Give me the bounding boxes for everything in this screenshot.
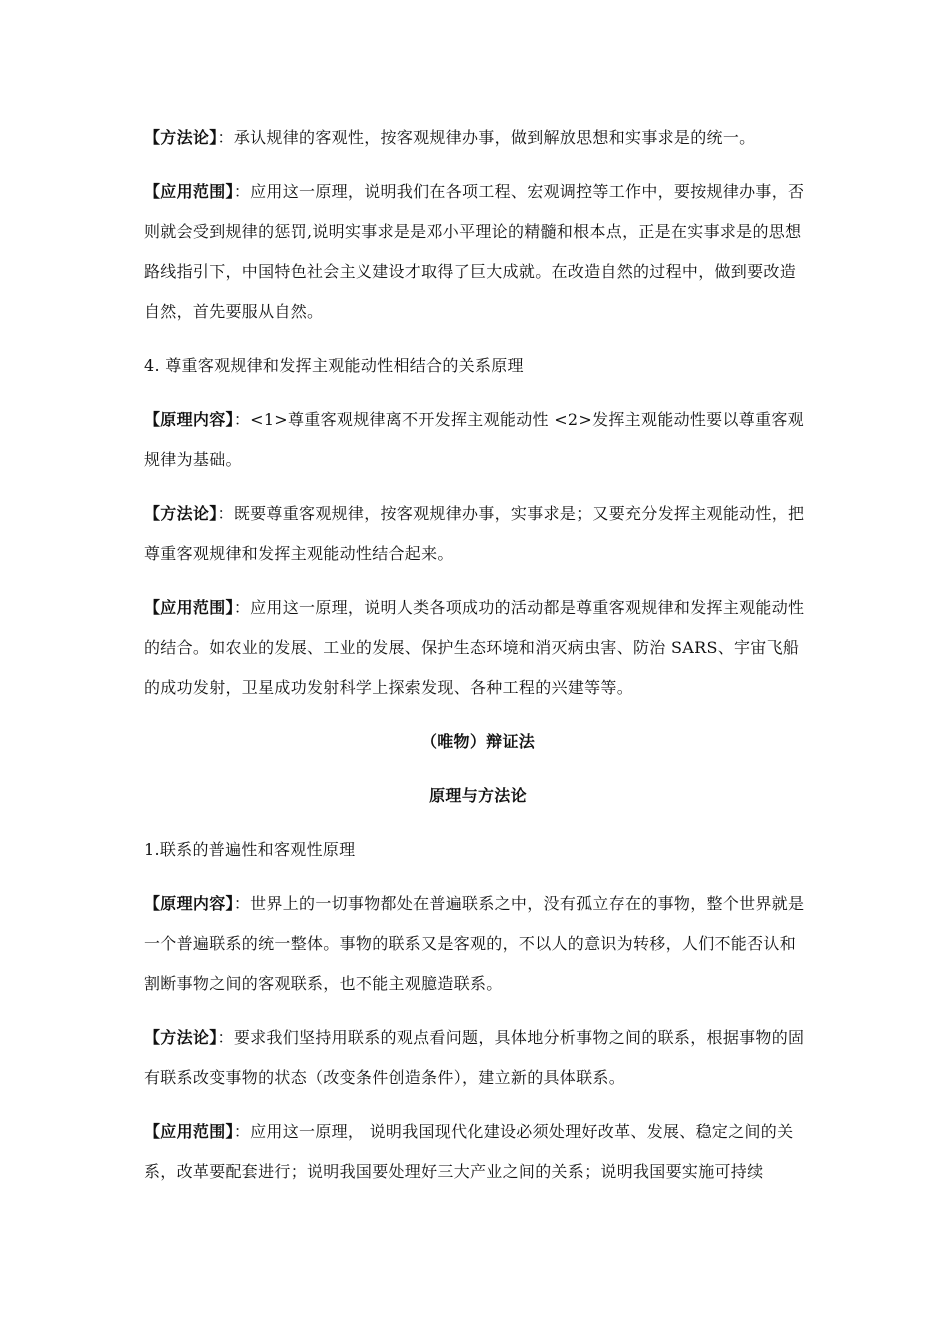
methodology-paragraph [144,1018,812,1098]
numbered-item-1: 1.联系的普遍性和客观性原理 [144,840,356,859]
paragraph-text: ：<1>尊重客观规律离不开发挥主观能动性 <2>发挥主观能动性要以尊重客观规律为基础。 [144,410,804,469]
paragraph-text: ：应用这一原理， 说明我国现代化建设必须处理好改革、发展、稳定之间的关系，改革要配套进行；说明我国要处理好三大产业之间的关系；说明我国要实施可持续 [144,1122,794,1181]
paragraph-text: ：应用这一原理，说明我们在各项工程、宏观调控等工作中，要按规律办事，否则就会受到规律的惩罚,说明实事求是是邓小平理论的精髓和根本点，正是在实事求是的思想路线指引下，中国特色社会主义建设才取得了巨大成就。在改造自然的过程中，做到要改造自然，首先要服从自然。 [144,182,805,321]
section-label: 【原理内容】 [144,894,234,913]
section-label: 【方法论】 [144,1028,218,1047]
section-label: 【应用范围】 [144,1122,234,1141]
methodology-paragraph [144,118,812,158]
paragraph-text: ：世界上的一切事物都处在普遍联系之中，没有孤立存在的事物，整个世界就是一个普遍联系的统一整体。事物的联系又是客观的，不以人的意识为转移，人们不能否认和割断事物之间的客观联系，也不能主观臆造联系。 [144,894,805,993]
document-body [144,118,812,1206]
principle-paragraph [144,884,812,1004]
paragraph-text: ：既要尊重客观规律，按客观规律办事，实事求是；又要充分发挥主观能动性，把尊重客观规律和发挥主观能动性结合起来。 [144,504,805,563]
application-paragraph [144,172,812,332]
section-heading-principles: 原理与方法论 [429,786,527,805]
application-paragraph [144,1112,812,1192]
section-label: 【方法论】 [144,128,218,147]
section-label: 【原理内容】 [144,410,234,429]
numbered-item-4: 4. 尊重客观规律和发挥主观能动性相结合的关系原理 [144,356,524,375]
section-label: 【方法论】 [144,504,218,523]
methodology-paragraph [144,494,812,574]
principle-paragraph [144,400,812,480]
paragraph-text: ：承认规律的客观性，按客观规律办事，做到解放思想和实事求是的统一。 [217,128,756,147]
application-paragraph [144,588,812,708]
section-label: 【应用范围】 [144,182,234,201]
section-heading-dialectics: （唯物）辩证法 [420,732,536,751]
paragraph-text: ：要求我们坚持用联系的观点看问题，具体地分析事物之间的联系，根据事物的固有联系改变事物的状态（改变条件创造条件），建立新的具体联系。 [144,1028,805,1087]
section-label: 【应用范围】 [144,598,234,617]
paragraph-text: ：应用这一原理，说明人类各项成功的活动都是尊重客观规律和发挥主观能动性的结合。如农业的发展、工业的发展、保护生态环境和消灭病虫害、防治 SARS、宇宙飞船的成功发射，卫星成功发射科学上探索发现、各种工程的兴建等等。 [144,598,805,697]
